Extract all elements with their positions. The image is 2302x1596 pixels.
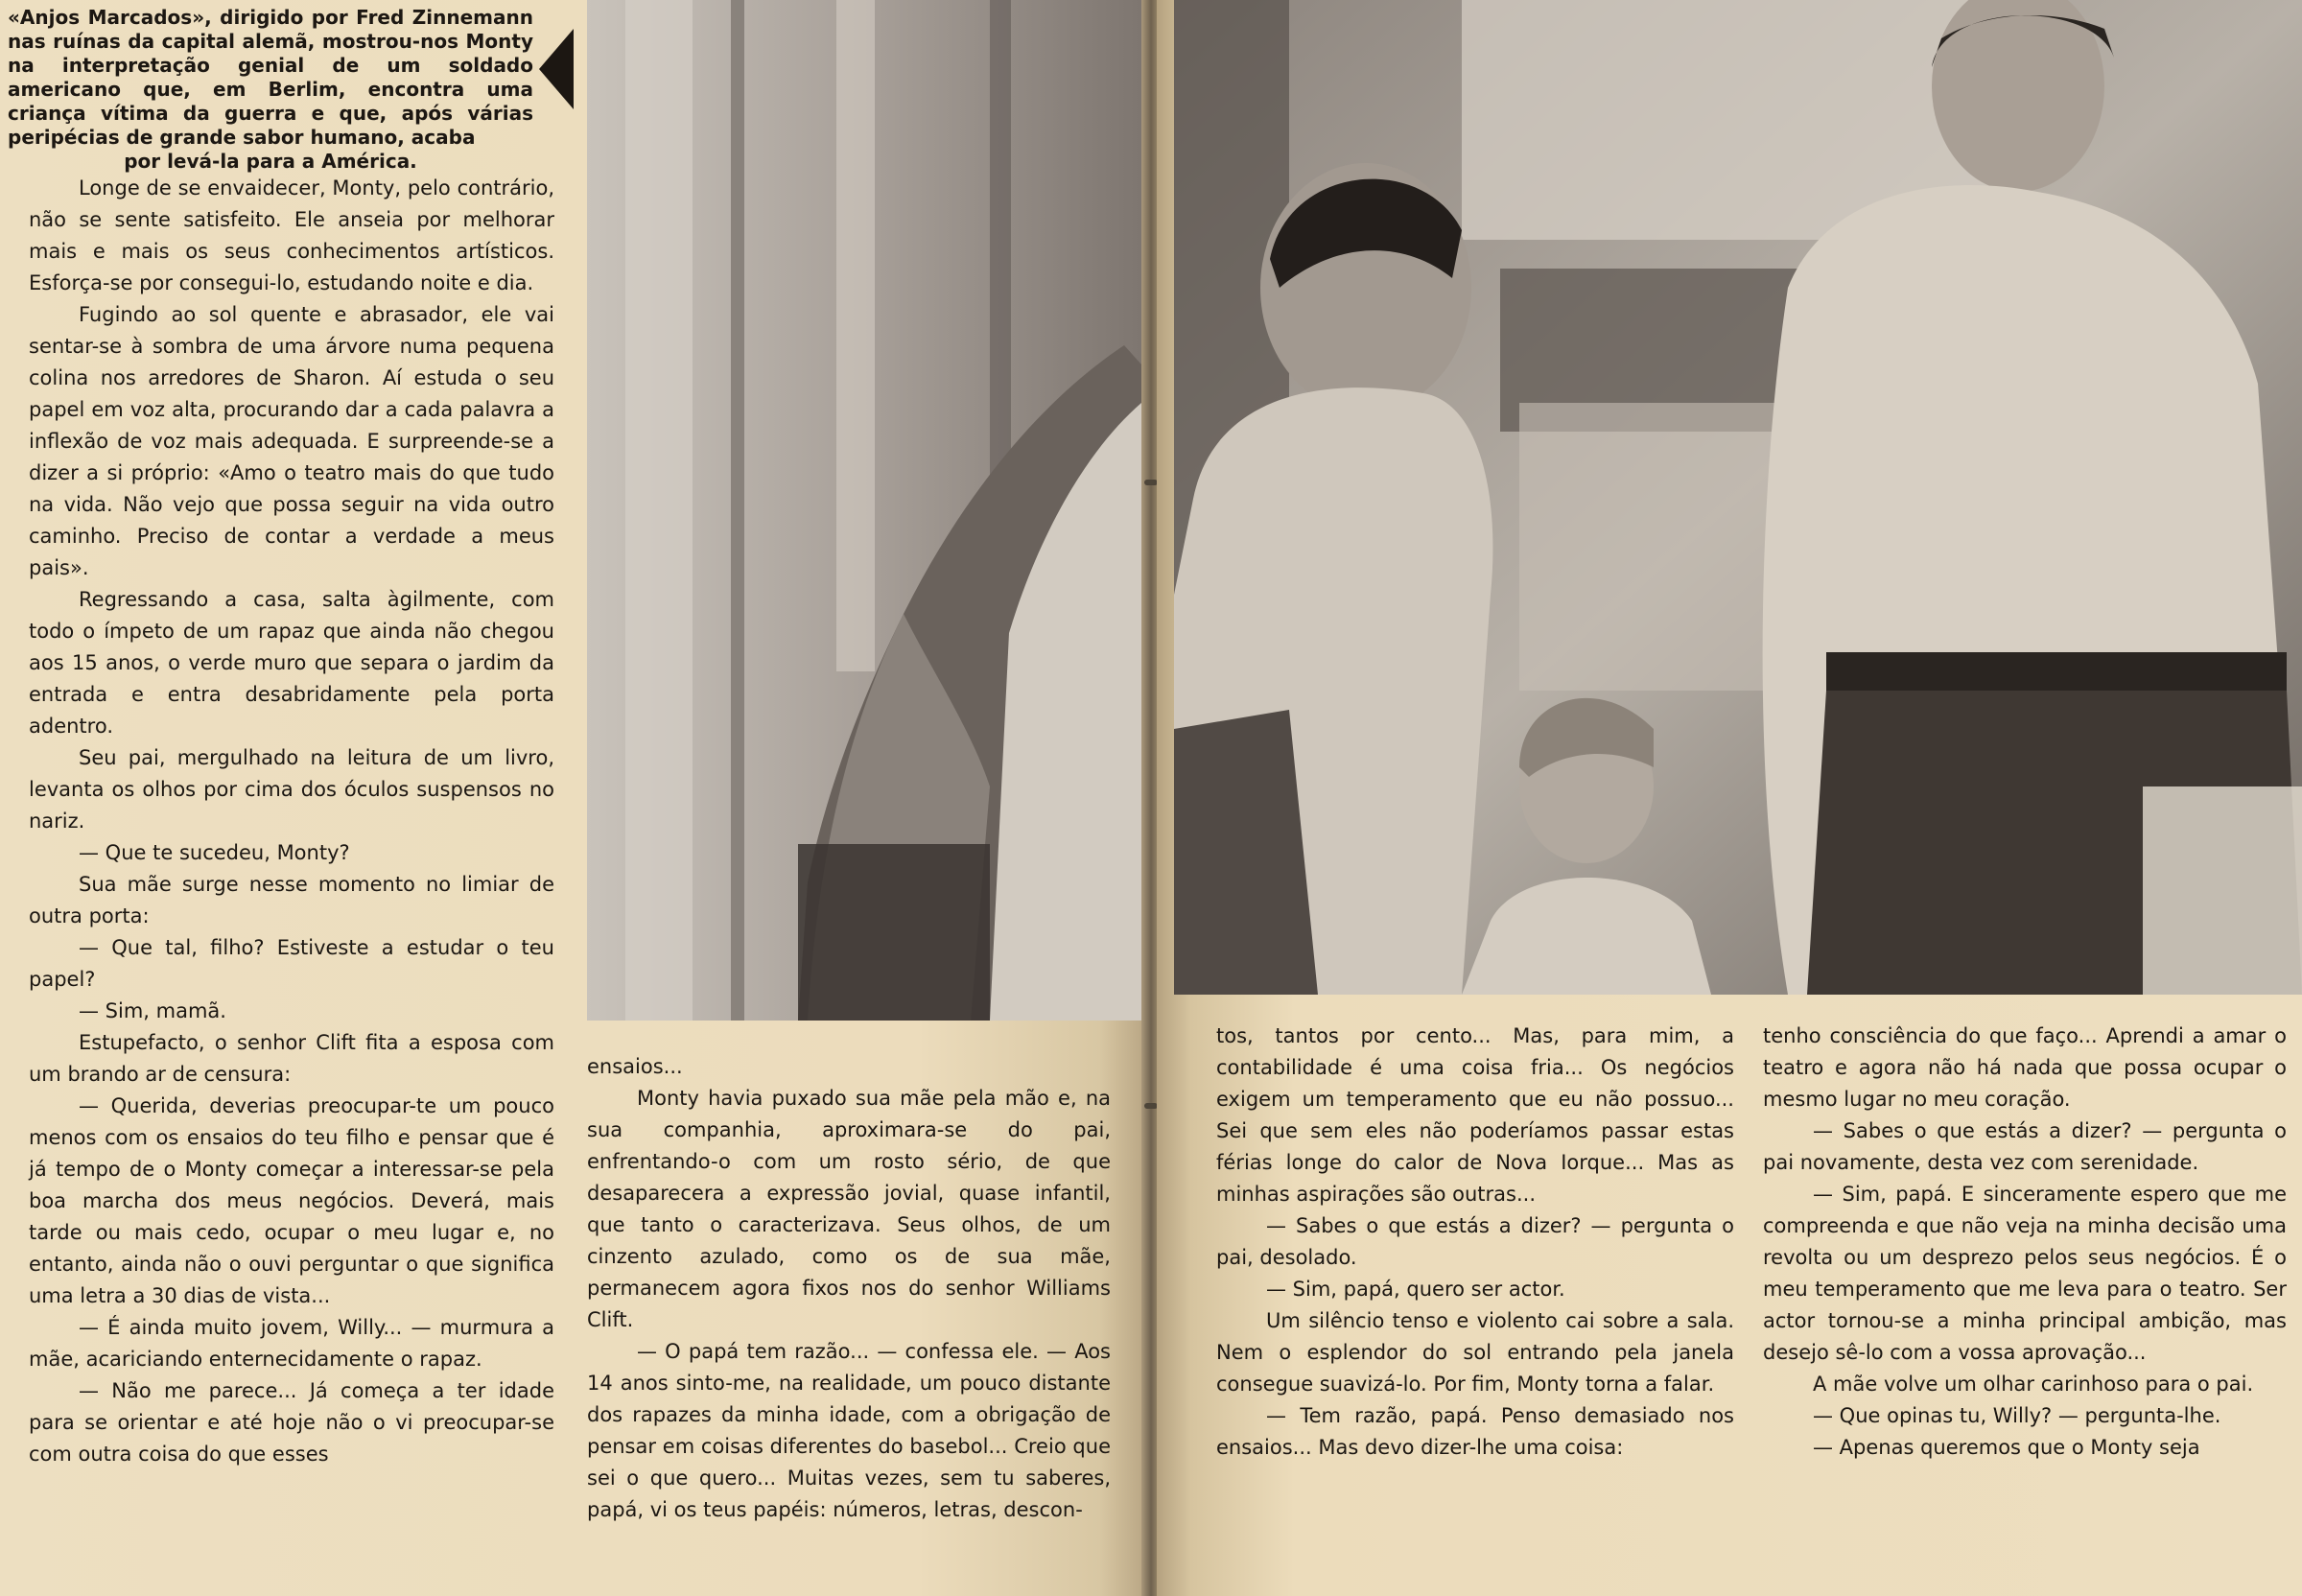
film-still-right xyxy=(1174,0,2302,995)
paragraph: — Que tal, filho? Estiveste a estudar o teu papel? xyxy=(29,936,554,991)
paragraph: — É ainda muito jovem, Willy... — murmura a mãe, acariciando enternecidamente o rapaz. xyxy=(29,1316,554,1371)
paragraph: tos, tantos por cento... Mas, para mim, a contabilidade é uma coisa fria... Os negócios exigem um temperamento que eu não possuo... Sei que sem eles não poderíamos passar estas férias longe do calor de Nova Iorque... Mas as minhas aspirações são outras... xyxy=(1216,1024,1734,1206)
paragraph: — Sim, papá. E sinceramente espero que me compreenda e que não veja na minha decisão uma revolta ou um desprezo pelos seus negócios. É o meu temperamento que me leva para o teatro. Ser actor tornou-se a minha principal ambição, mas desejo sê-lo com a vossa aprovação... xyxy=(1763,1183,2287,1364)
left-page xyxy=(0,0,1145,1596)
paragraph: — Tem razão, papá. Penso demasiado nos ensaios... Mas devo dizer-lhe uma coisa: xyxy=(1216,1404,1734,1459)
paragraph: Estupefacto, o senhor Clift fita a esposa com um brando ar de censura: xyxy=(29,1031,554,1086)
paragraph: Fugindo ao sol quente e abrasador, ele vai sentar-se à sombra de uma árvore numa pequena colina nos arredores de Sharon. Aí estuda o seu papel em voz alta, procurando dar a cada palavra a inflexão de voz mais adequada. E surpreende-se a dizer a si próprio: «Amo o teatro mais do que tudo na vida. Não vejo que possa seguir na vida outro caminho. Preciso de contar a verdade a meus pais». xyxy=(29,303,554,579)
photo-right-half xyxy=(1174,0,2302,995)
paragraph: — Sabes o que estás a dizer? — pergunta o pai, desolado. xyxy=(1216,1214,1734,1269)
text-column-3 xyxy=(1216,1021,1734,1464)
film-still-left xyxy=(587,0,1141,1021)
staple-icon xyxy=(1144,1103,1158,1109)
photo-caption xyxy=(8,6,533,174)
caption-text: «Anjos Marcados», dirigido por Fred Zinnemann nas ruínas da capital alemã, mostrou-nos Monty na interpretação genial de um soldado americano que, em Berlim, encontra uma criança vítima da guerra e que, após várias peripécias de grande sabor humano, acaba xyxy=(8,6,533,149)
photo-left-half xyxy=(587,0,1141,1021)
caption-last-line: por levá-la para a América. xyxy=(124,150,417,173)
paragraph: — O papá tem razão... — confessa ele. — Aos 14 anos sinto-me, na realidade, um pouco distante dos rapazes da minha idade, com a obrigação de pensar em coisas diferentes do basebol... Creio que sei o que quero... Muitas vezes, sem tu saberes, papá, vi os teus papéis: números, letras, descon- xyxy=(587,1340,1111,1521)
paragraph: tenho consciência do que faço... Aprendi a amar o teatro e agora não há nada que possa ocupar o mesmo lugar no meu coração. xyxy=(1763,1024,2287,1111)
paragraph: Regressando a casa, salta àgilmente, com todo o ímpeto de um rapaz que ainda não chegou aos 15 anos, o verde muro que separa o jardim da entrada e entra desabridamente pela porta adentro. xyxy=(29,588,554,738)
text-column-2 xyxy=(587,1051,1111,1526)
staple-icon xyxy=(1144,480,1158,485)
paragraph: — Não me parece... Já começa a ter idade para se orientar e até hoje não o vi preocupar-se com outra coisa do que esses xyxy=(29,1379,554,1466)
text-column-1 xyxy=(29,173,554,1470)
paragraph: — Querida, deverias preocupar-te um pouco menos com os ensaios do teu filho e pensar que é já tempo de o Monty começar a interessar-se pela boa marcha dos meus negócios. Deverá, mais tarde ou mais cedo, ocupar o meu lugar e, no entanto, ainda não o ouvi perguntar o que significa uma letra a 30 dias de vista... xyxy=(29,1094,554,1307)
paragraph: — Que opinas tu, Willy? — pergunta-lhe. xyxy=(1813,1404,2221,1427)
text-column-4 xyxy=(1763,1021,2287,1464)
paragraph: A mãe volve um olhar carinhoso para o pai. xyxy=(1813,1373,2254,1396)
paragraph: Um silêncio tenso e violento cai sobre a sala. Nem o esplendor do sol entrando pela janela consegue suavizá-lo. Por fim, Monty torna a falar. xyxy=(1216,1309,1734,1396)
caption-arrow-icon xyxy=(539,29,574,109)
paragraph: — Sim, papá, quero ser actor. xyxy=(1266,1278,1565,1301)
paragraph: Longe de se envaidecer, Monty, pelo contrário, não se sente satisfeito. Ele anseia por melhorar mais e mais os seus conhecimentos artísticos. Esforça-se por consegui-lo, estudando noite e dia. xyxy=(29,176,554,294)
paragraph: — Sim, mamã. xyxy=(79,999,226,1022)
paragraph: — Que te sucedeu, Monty? xyxy=(79,841,350,864)
paragraph: — Apenas queremos que o Monty seja xyxy=(1813,1436,2200,1459)
paragraph: — Sabes o que estás a dizer? — pergunta o pai novamente, desta vez com serenidade. xyxy=(1763,1119,2287,1174)
paragraph: Monty havia puxado sua mãe pela mão e, na sua companhia, aproximara-se do pai, enfrentando-o com um rosto sério, de que desaparecera a expressão jovial, quase infantil, que tanto o caracterizava. Seus olhos, de um cinzento azulado, como os de sua mãe, permanecem agora fixos nos do senhor Williams Clift. xyxy=(587,1087,1111,1331)
paragraph: ensaios... xyxy=(587,1055,683,1078)
paragraph: Seu pai, mergulhado na leitura de um livro, levanta os olhos por cima dos óculos suspensos no nariz. xyxy=(29,746,554,833)
paragraph: Sua mãe surge nesse momento no limiar de outra porta: xyxy=(29,873,554,927)
